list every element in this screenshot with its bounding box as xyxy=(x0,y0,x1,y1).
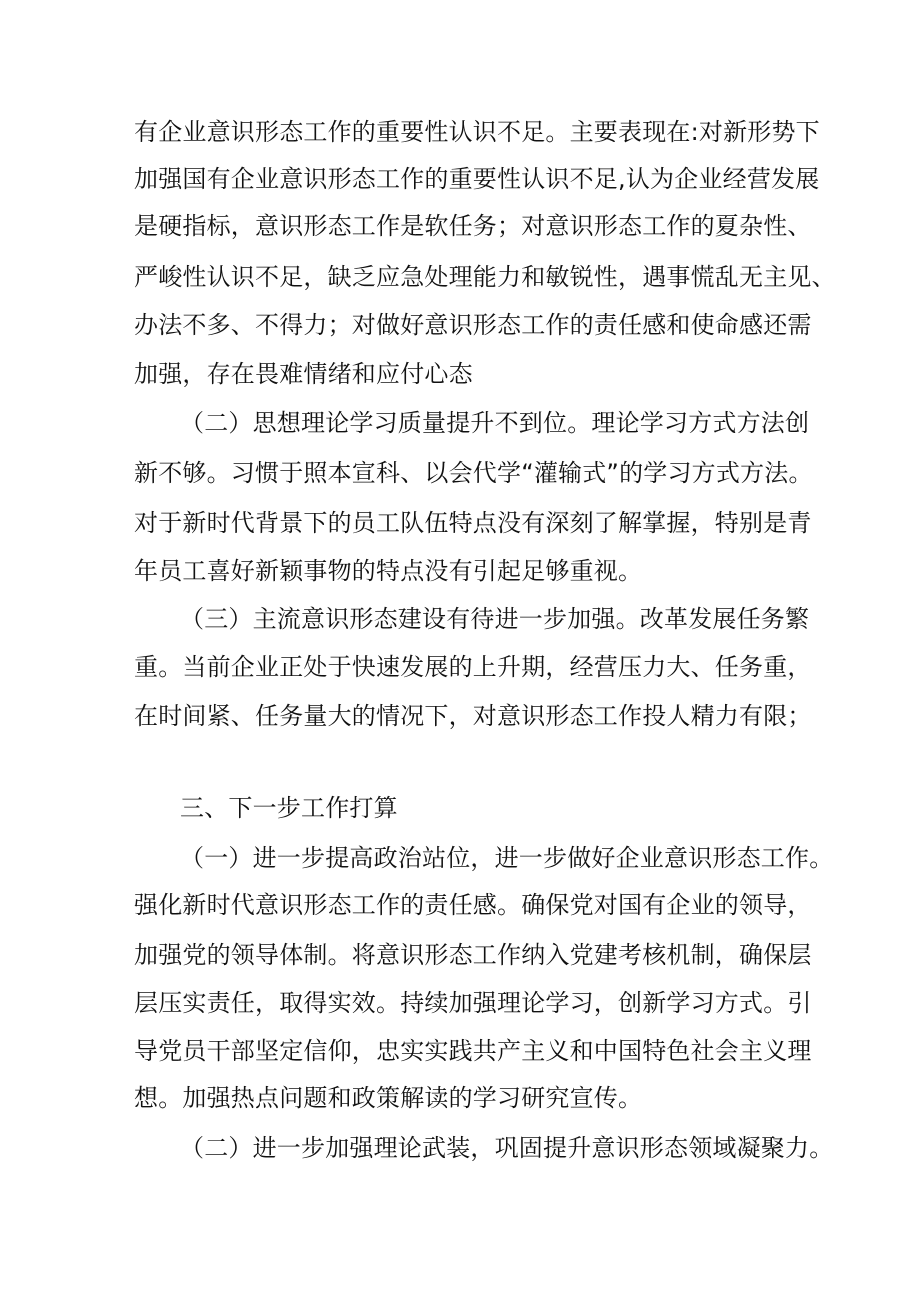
section-heading-2: （二）思想理论学习质量提升不到位。理论学习方式方法创 xyxy=(180,409,810,437)
text-line-13: 在时间紧、任务量大的情况下，对意识形态工作投人精力有限； xyxy=(134,702,812,730)
text-line-20: 想。加强热点问题和政策解读的学习研究宣传。 xyxy=(134,1084,643,1112)
text-line-16: 强化新时代意识形态工作的责任感。确保党对国有企业的领导， xyxy=(134,891,812,919)
text-line-19: 导党员干部坚定信仰，忠实实践共产主义和中国特色社会主义理 xyxy=(134,1037,812,1065)
text-line-12: 重。当前企业正处于快速发展的上升期，经营压力大、任务重， xyxy=(134,653,812,681)
section-heading-3: （三）主流意识形态建设有待进一步加强。改革发展任务繁 xyxy=(180,605,810,633)
text-line-17: 加强党的领导体制。将意识形态工作纳入党建考核机制，确保层 xyxy=(134,941,812,969)
text-line-3: 是硬指标，意识形态工作是软任务；对意识形态工作的夏杂性、 xyxy=(134,212,812,240)
chapter-heading-next-steps: 三、下一步工作打算 xyxy=(180,794,398,822)
text-line-10: 年员工喜好新颖事物的特点没有引起足够重视。 xyxy=(134,557,643,585)
text-line-5: 办法不多、不得力；对做好意识形态工作的责任感和使命感还需 xyxy=(134,311,812,339)
text-line-2: 加强国有企业意识形态工作的重要性认识不足,认为企业经营发展 xyxy=(134,165,820,193)
text-line-8: 新不够。习惯于照本宣科、以会代学“灌输式”的学习方式方法。 xyxy=(134,459,813,487)
text-line-6: 加强，存在畏难情绪和应付心态 xyxy=(134,360,473,388)
text-line-9: 对于新时代背景下的员工队伍特点没有深刻了解掌握，特别是青 xyxy=(134,509,812,537)
section-heading-next-2: （二）进一步加强理论武装，巩固提升意识形态领域凝聚力。 xyxy=(180,1134,834,1162)
text-line-18: 层压实责任，取得实效。持续加强理论学习，创新学习方式。引 xyxy=(134,989,812,1017)
text-line-4: 严峻性认识不足，缺乏应急处理能力和敏锐性，遇事慌乱无主见、 xyxy=(134,263,836,291)
text-line-1: 有企业意识形态工作的重要性认识不足。主要表现在:对新形势下 xyxy=(134,118,820,146)
section-heading-next-1: （一）进一步提高政治站位，进一步做好企业意识形态工作。 xyxy=(180,844,834,872)
